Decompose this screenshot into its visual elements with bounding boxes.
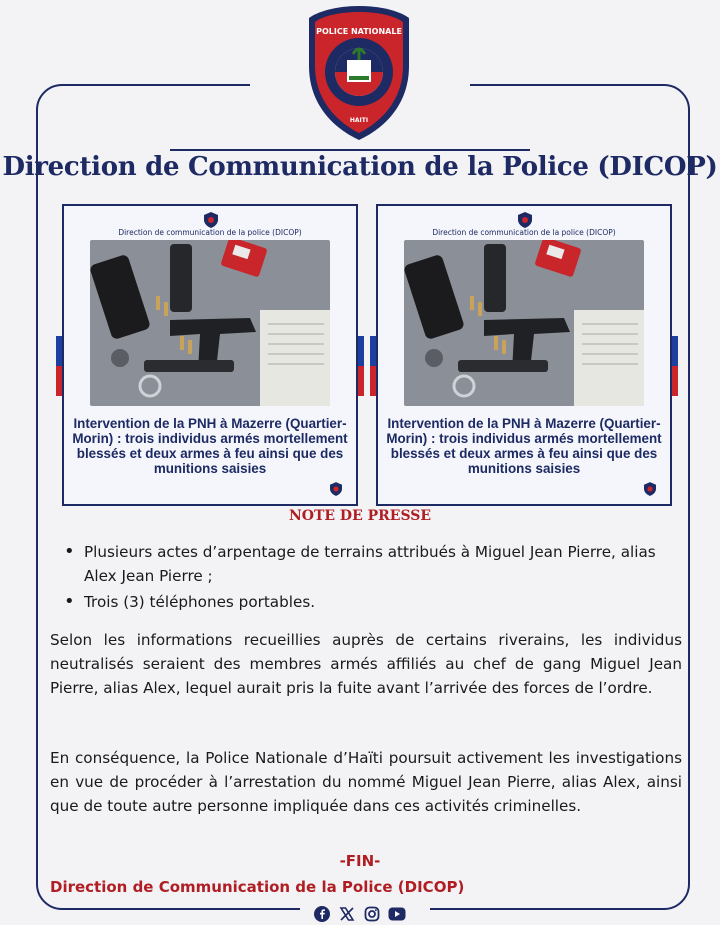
svg-text:HAITI: HAITI	[349, 117, 369, 124]
title-divider	[170, 149, 530, 151]
panel-header: Direction de communication de la police (DICOP)	[118, 228, 302, 237]
panel-caption: Intervention de la PNH à Mazerre (Quartier-Morin) : trois individus armés mortellement blessés et deux armes à feu ainsi que des munitions saisies	[72, 416, 348, 476]
youtube-icon[interactable]	[388, 905, 406, 923]
x-icon[interactable]	[338, 905, 356, 923]
footer-signature: Direction de Communication de la Police (DICOP)	[50, 878, 465, 896]
end-marker: -FIN-	[339, 852, 381, 870]
facebook-icon[interactable]	[313, 905, 331, 923]
note-title: NOTE DE PRESSE	[288, 508, 432, 524]
paragraph: Selon les informations recueillies auprès de certains riverains, les individus neutralisés seraient des membres armés affiliés au chef de gang Miguel Jean Pierre, alias Alex, lequel aurait pris la fuite avant l’arrivée des forces de l’ordre.	[50, 631, 682, 697]
flag-stripe-left	[56, 336, 62, 396]
list-item: • Trois (3) téléphones portables.	[64, 590, 664, 614]
list-item: • Plusieurs actes d’arpentage de terrains attribués à Miguel Jean Pierre, alias Alex Jean Pierre ;	[64, 540, 664, 588]
instagram-icon[interactable]	[363, 905, 381, 923]
seized-items-photo	[404, 240, 644, 406]
flag-stripe-right	[672, 336, 678, 396]
seized-items-photo	[90, 240, 330, 406]
police-badge-logo	[305, 4, 413, 144]
panel-badge-icon	[518, 212, 532, 228]
svg-text:POLICE NATIONALE: POLICE NATIONALE	[316, 27, 402, 36]
press-image-panel-right[interactable]	[376, 204, 672, 506]
panel-badge-icon	[204, 212, 218, 228]
flag-stripe-right	[358, 336, 364, 396]
panel-caption: Intervention de la PNH à Mazerre (Quartier-Morin) : trois individus armés mortellement blessés et deux armes à feu ainsi que des munitions saisies	[386, 416, 662, 476]
paragraph: En conséquence, la Police Nationale d’Haïti poursuit activement les investigations en vue de procéder à l’arrestation du nommé Miguel Jean Pierre, alias Alex, ainsi que de toute autre personne impliquée dans ces activités criminelles.	[50, 749, 682, 815]
social-links	[313, 905, 406, 923]
press-image-panel-left[interactable]	[62, 204, 358, 506]
panel-small-badge-icon	[644, 482, 656, 496]
page-title: Direction de Communication de la Police (DICOP)	[2, 152, 718, 182]
bullet-list	[64, 540, 664, 616]
panel-header: Direction de communication de la police (DICOP)	[432, 228, 616, 237]
flag-stripe-left	[370, 336, 376, 396]
panel-small-badge-icon	[330, 482, 342, 496]
